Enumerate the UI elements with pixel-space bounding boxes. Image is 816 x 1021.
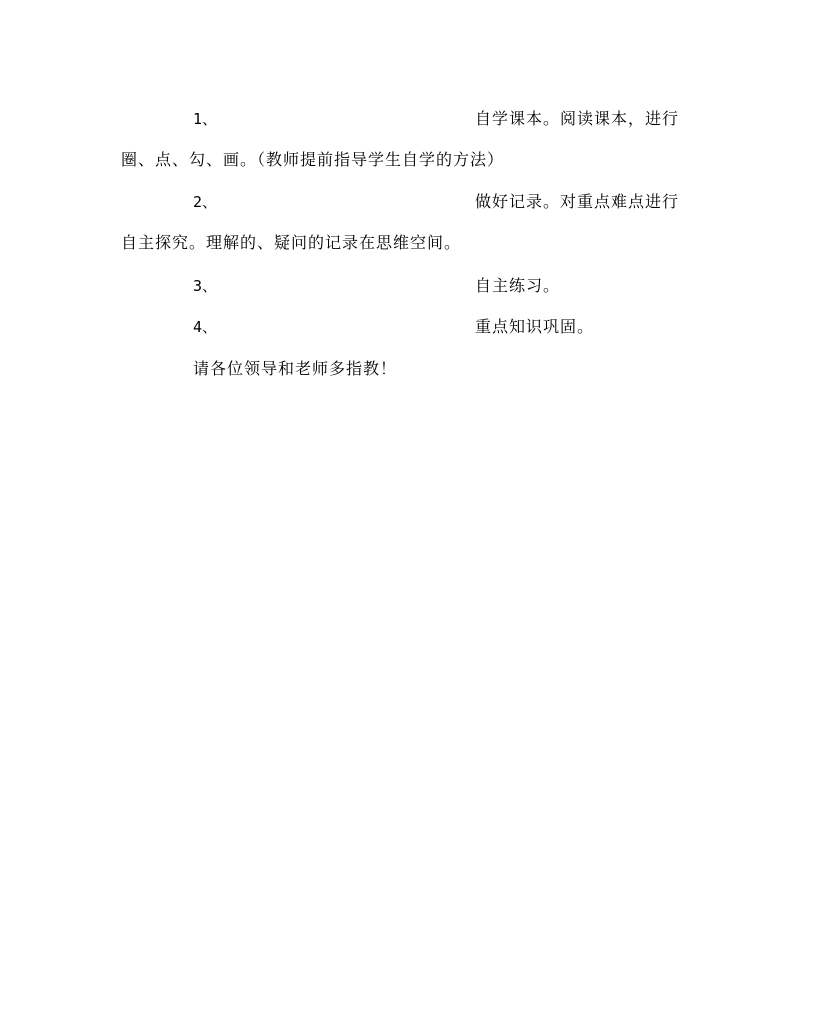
item-4-number: 4、 <box>193 318 218 336</box>
item-2-text-line-2: 自主探究。理解的、疑问的记录在思维空间。 <box>121 233 462 252</box>
item-3-text: 自主练习。 <box>475 276 561 295</box>
item-4-text: 重点知识巩固。 <box>475 317 595 336</box>
item-1-text-line-2: 圈、点、勾、画。（教师提前指导学生自学的方法） <box>121 150 505 169</box>
item-2-number: 2、 <box>193 193 218 211</box>
item-1-text-line-1: 自学课本。阅读课本，进行 <box>475 109 680 128</box>
item-1-number: 1、 <box>193 110 218 128</box>
item-2-text-line-1: 做好记录。对重点难点进行 <box>475 192 680 211</box>
closing-remark: 请各位领导和老师多指教！ <box>193 359 398 378</box>
item-3-number: 3、 <box>193 277 218 295</box>
